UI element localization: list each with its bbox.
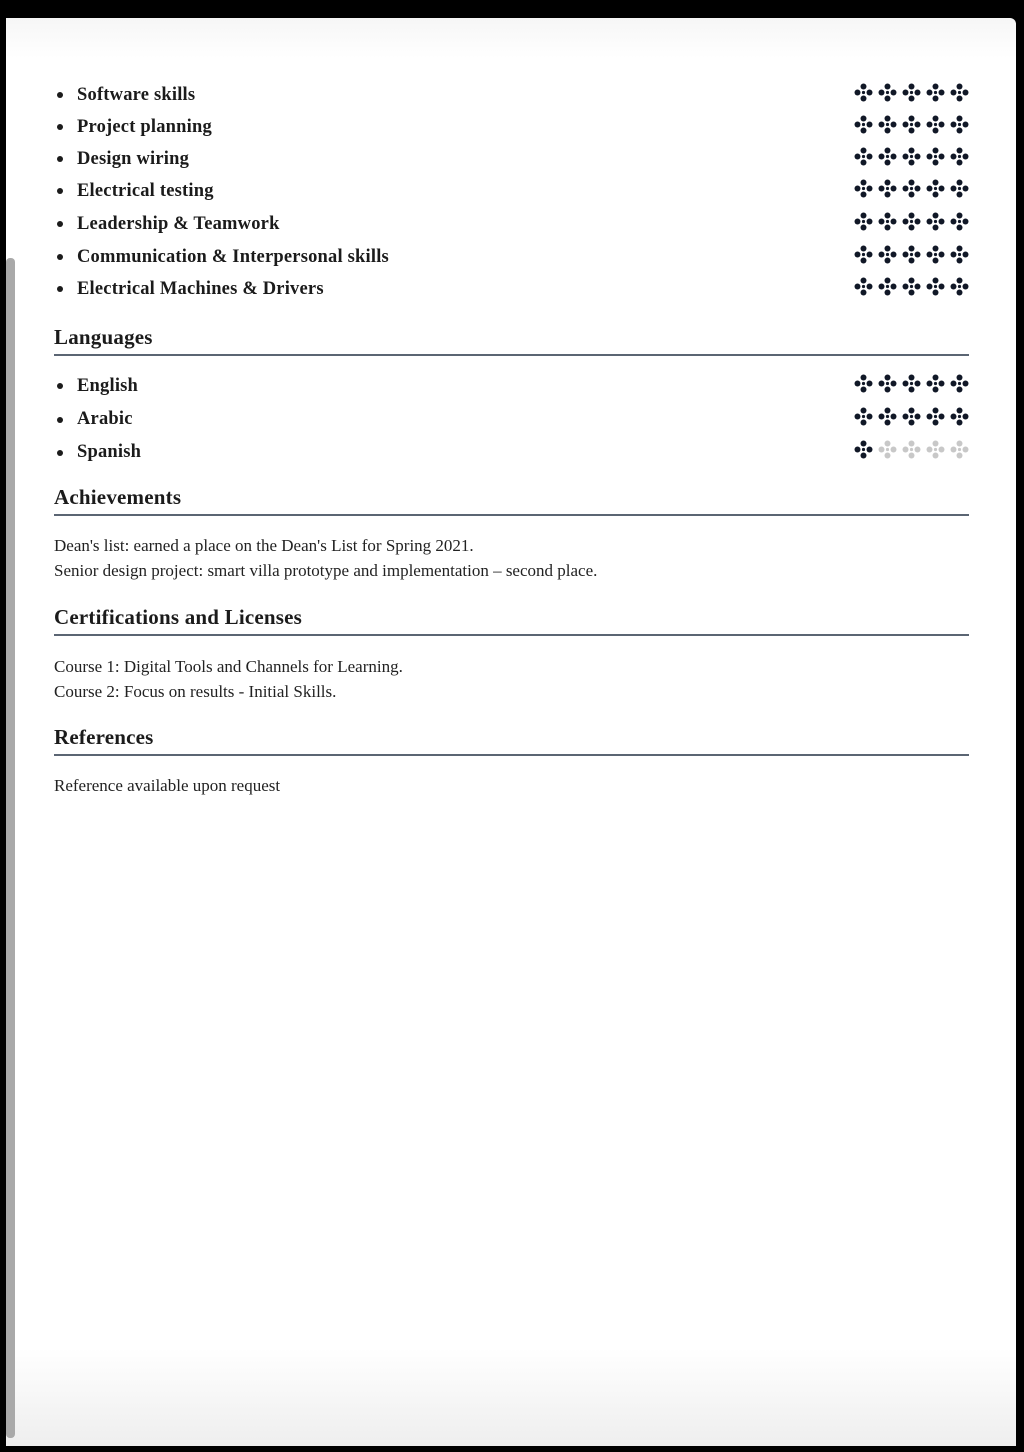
rating-dot-filled-icon xyxy=(878,179,897,198)
rating-dot-filled-icon xyxy=(926,407,945,426)
rating-dot-filled-icon xyxy=(926,115,945,134)
language-rating xyxy=(854,374,969,393)
references-heading: References xyxy=(54,725,969,756)
vertical-scrollbar[interactable] xyxy=(6,258,15,1438)
rating-dot-filled-icon xyxy=(950,245,969,264)
skill-item xyxy=(54,241,969,273)
bullet-icon xyxy=(57,124,63,130)
rating-dot-filled-icon xyxy=(854,212,873,231)
rating-dot-filled-icon xyxy=(854,115,873,134)
skill-label: Electrical Machines & Drivers xyxy=(77,278,324,299)
rating-dot-empty-icon xyxy=(926,440,945,459)
skill-item xyxy=(54,273,969,305)
skill-rating xyxy=(854,277,969,296)
skill-item xyxy=(54,143,969,175)
rating-dot-filled-icon xyxy=(926,83,945,102)
bullet-icon xyxy=(57,156,63,162)
rating-dot-filled-icon xyxy=(854,440,873,459)
achievement-line: Dean's list: earned a place on the Dean's List for Spring 2021. xyxy=(54,536,474,555)
rating-dot-filled-icon xyxy=(902,83,921,102)
language-rating xyxy=(854,407,969,426)
skill-label: Project planning xyxy=(77,116,212,137)
skill-label: Software skills xyxy=(77,84,196,105)
certification-line: Course 1: Digital Tools and Channels for Learning. xyxy=(54,657,403,676)
bullet-icon xyxy=(57,417,63,423)
skill-label: Electrical testing xyxy=(77,180,214,201)
skills-list xyxy=(54,79,969,305)
language-rating xyxy=(854,440,969,459)
skill-rating xyxy=(854,115,969,134)
rating-dot-filled-icon xyxy=(902,245,921,264)
rating-dot-filled-icon xyxy=(902,115,921,134)
languages-heading: Languages xyxy=(54,325,969,356)
rating-dot-filled-icon xyxy=(878,115,897,134)
rating-dot-filled-icon xyxy=(950,374,969,393)
rating-dot-filled-icon xyxy=(926,374,945,393)
skill-label: Design wiring xyxy=(77,148,190,169)
references-text: Reference available upon request xyxy=(54,776,281,795)
skill-rating xyxy=(854,212,969,231)
bullet-icon xyxy=(57,286,63,292)
rating-dot-filled-icon xyxy=(926,212,945,231)
rating-dot-filled-icon xyxy=(950,83,969,102)
rating-dot-filled-icon xyxy=(854,374,873,393)
rating-dot-filled-icon xyxy=(878,212,897,231)
rating-dot-filled-icon xyxy=(878,245,897,264)
rating-dot-filled-icon xyxy=(902,374,921,393)
languages-list xyxy=(54,369,969,469)
rating-dot-filled-icon xyxy=(950,115,969,134)
language-label: English xyxy=(77,375,139,396)
skill-rating xyxy=(854,147,969,166)
rating-dot-filled-icon xyxy=(950,179,969,198)
skill-item xyxy=(54,175,969,207)
rating-dot-filled-icon xyxy=(878,374,897,393)
rating-dot-filled-icon xyxy=(950,277,969,296)
rating-dot-filled-icon xyxy=(854,245,873,264)
skill-item xyxy=(54,111,969,143)
rating-dot-filled-icon xyxy=(854,179,873,198)
skill-item xyxy=(54,79,969,111)
rating-dot-filled-icon xyxy=(854,83,873,102)
language-item xyxy=(54,436,969,469)
language-item xyxy=(54,403,969,436)
rating-dot-filled-icon xyxy=(926,277,945,296)
rating-dot-empty-icon xyxy=(950,440,969,459)
rating-dot-filled-icon xyxy=(950,147,969,166)
skill-rating xyxy=(854,83,969,102)
rating-dot-filled-icon xyxy=(854,147,873,166)
skill-label: Communication & Interpersonal skills xyxy=(77,246,389,267)
rating-dot-filled-icon xyxy=(926,245,945,264)
rating-dot-empty-icon xyxy=(878,440,897,459)
skill-rating xyxy=(854,179,969,198)
rating-dot-filled-icon xyxy=(854,407,873,426)
achievements-body xyxy=(54,533,969,583)
bullet-icon xyxy=(57,450,63,456)
rating-dot-filled-icon xyxy=(950,212,969,231)
rating-dot-empty-icon xyxy=(902,440,921,459)
rating-dot-filled-icon xyxy=(926,147,945,166)
language-label: Arabic xyxy=(77,409,133,429)
achievements-heading: Achievements xyxy=(54,485,969,516)
resume-page xyxy=(6,18,1016,1446)
rating-dot-filled-icon xyxy=(902,179,921,198)
bullet-icon xyxy=(57,188,63,194)
bullet-icon xyxy=(57,383,63,389)
skill-rating xyxy=(854,245,969,264)
language-label: Spanish xyxy=(77,442,142,462)
rating-dot-filled-icon xyxy=(950,407,969,426)
language-item xyxy=(54,369,969,403)
rating-dot-filled-icon xyxy=(854,277,873,296)
skill-item xyxy=(54,207,969,241)
certification-line: Course 2: Focus on results - Initial Skills. xyxy=(54,682,337,701)
rating-dot-filled-icon xyxy=(902,147,921,166)
skill-label: Leadership & Teamwork xyxy=(77,213,280,234)
rating-dot-filled-icon xyxy=(902,407,921,426)
bullet-icon xyxy=(57,221,63,227)
achievement-line: Senior design project: smart villa prototype and implementation – second place. xyxy=(54,561,598,580)
rating-dot-filled-icon xyxy=(926,179,945,198)
certifications-heading: Certifications and Licenses xyxy=(54,605,969,636)
rating-dot-filled-icon xyxy=(902,212,921,231)
rating-dot-filled-icon xyxy=(902,277,921,296)
bullet-icon xyxy=(57,92,63,98)
rating-dot-filled-icon xyxy=(878,407,897,426)
rating-dot-filled-icon xyxy=(878,147,897,166)
certifications-body xyxy=(54,654,969,704)
rating-dot-filled-icon xyxy=(878,83,897,102)
rating-dot-filled-icon xyxy=(878,277,897,296)
bullet-icon xyxy=(57,254,63,260)
